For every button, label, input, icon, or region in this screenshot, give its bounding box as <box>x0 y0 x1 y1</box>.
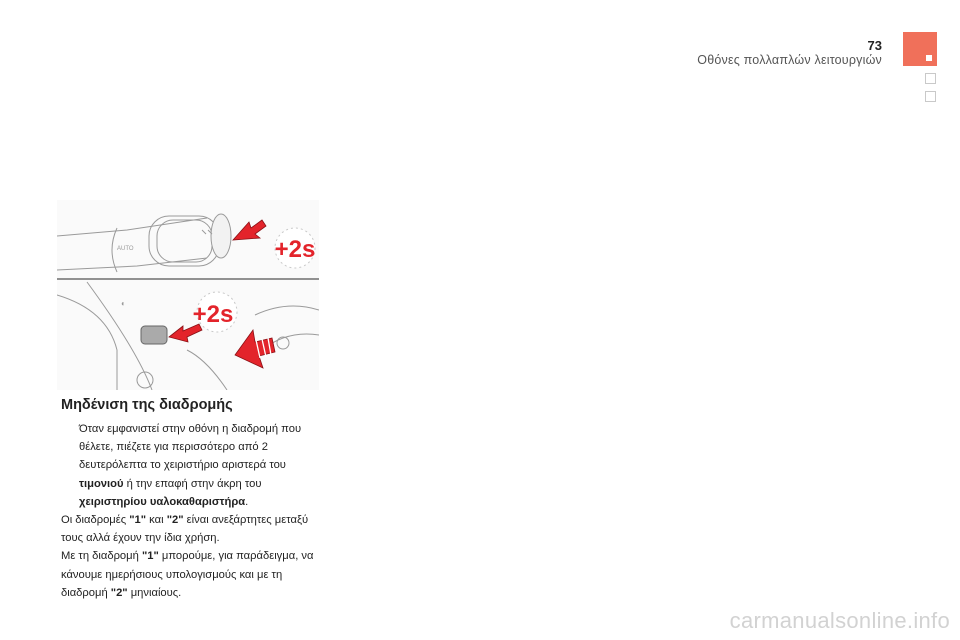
watermark: carmanualsonline.info <box>729 608 950 633</box>
timer-badge-top <box>275 228 316 268</box>
section-body <box>61 420 331 602</box>
bullet-bold-text: τιμονιού <box>79 477 124 490</box>
chapter-title: Οθόνες πολλαπλών λειτουργιών <box>697 53 882 67</box>
steering-controls-illustration <box>57 200 319 390</box>
bullet-bold-text: χειριστηρίου υαλοκαθαριστήρα <box>79 495 246 508</box>
paragraph-text: μηνιαίους. <box>127 586 182 599</box>
trip-label: "1" <box>141 550 159 563</box>
section-heading: Μηδένιση της διαδρομής <box>61 397 233 413</box>
svg-text:AUTO: AUTO <box>117 246 134 252</box>
paragraph-text: Οι διαδρομές <box>61 514 130 527</box>
chapter-tab-marker <box>925 91 936 102</box>
trip-label: "1" <box>129 514 147 527</box>
paragraph <box>61 547 331 602</box>
paragraph-text: Με τη διαδρομή <box>61 550 142 563</box>
chapter-tab-active <box>903 32 937 66</box>
bullet-item <box>61 420 331 511</box>
trip-label: "2" <box>166 514 184 527</box>
paragraph-text: και <box>146 514 167 527</box>
trip-reset-button-drawing <box>141 326 167 344</box>
paragraph-text: είναι ανεξάρτητες μεταξύ τους αλλά έχουν την ίδια χρήση. <box>61 514 309 545</box>
bullet-text: ή την επαφή στην άκρη του <box>123 477 262 490</box>
chapter-tab-marker <box>925 73 936 84</box>
page-number: 73 <box>867 38 882 53</box>
bullet-text: Όταν εμφανιστεί στην οθόνη η διαδρομή που θέλετε, πιέζετε για περισσότερο από 2 δευτερόλεπτα το χειριστήριο αριστερά του <box>79 423 302 472</box>
badge-plus-2s-top: +2s <box>274 236 316 263</box>
trip-label: "2" <box>110 586 128 599</box>
badge-plus-2s-bottom: +2s <box>192 301 234 328</box>
svg-text:◐: ◐ <box>121 299 126 308</box>
bullet-text: . <box>245 495 249 508</box>
paragraph-text: μπορούμε, για παράδειγμα, να κάνουμε ημερήσιους υπολογισμούς και με τη διαδρομή <box>61 550 314 599</box>
paragraph <box>61 511 331 547</box>
